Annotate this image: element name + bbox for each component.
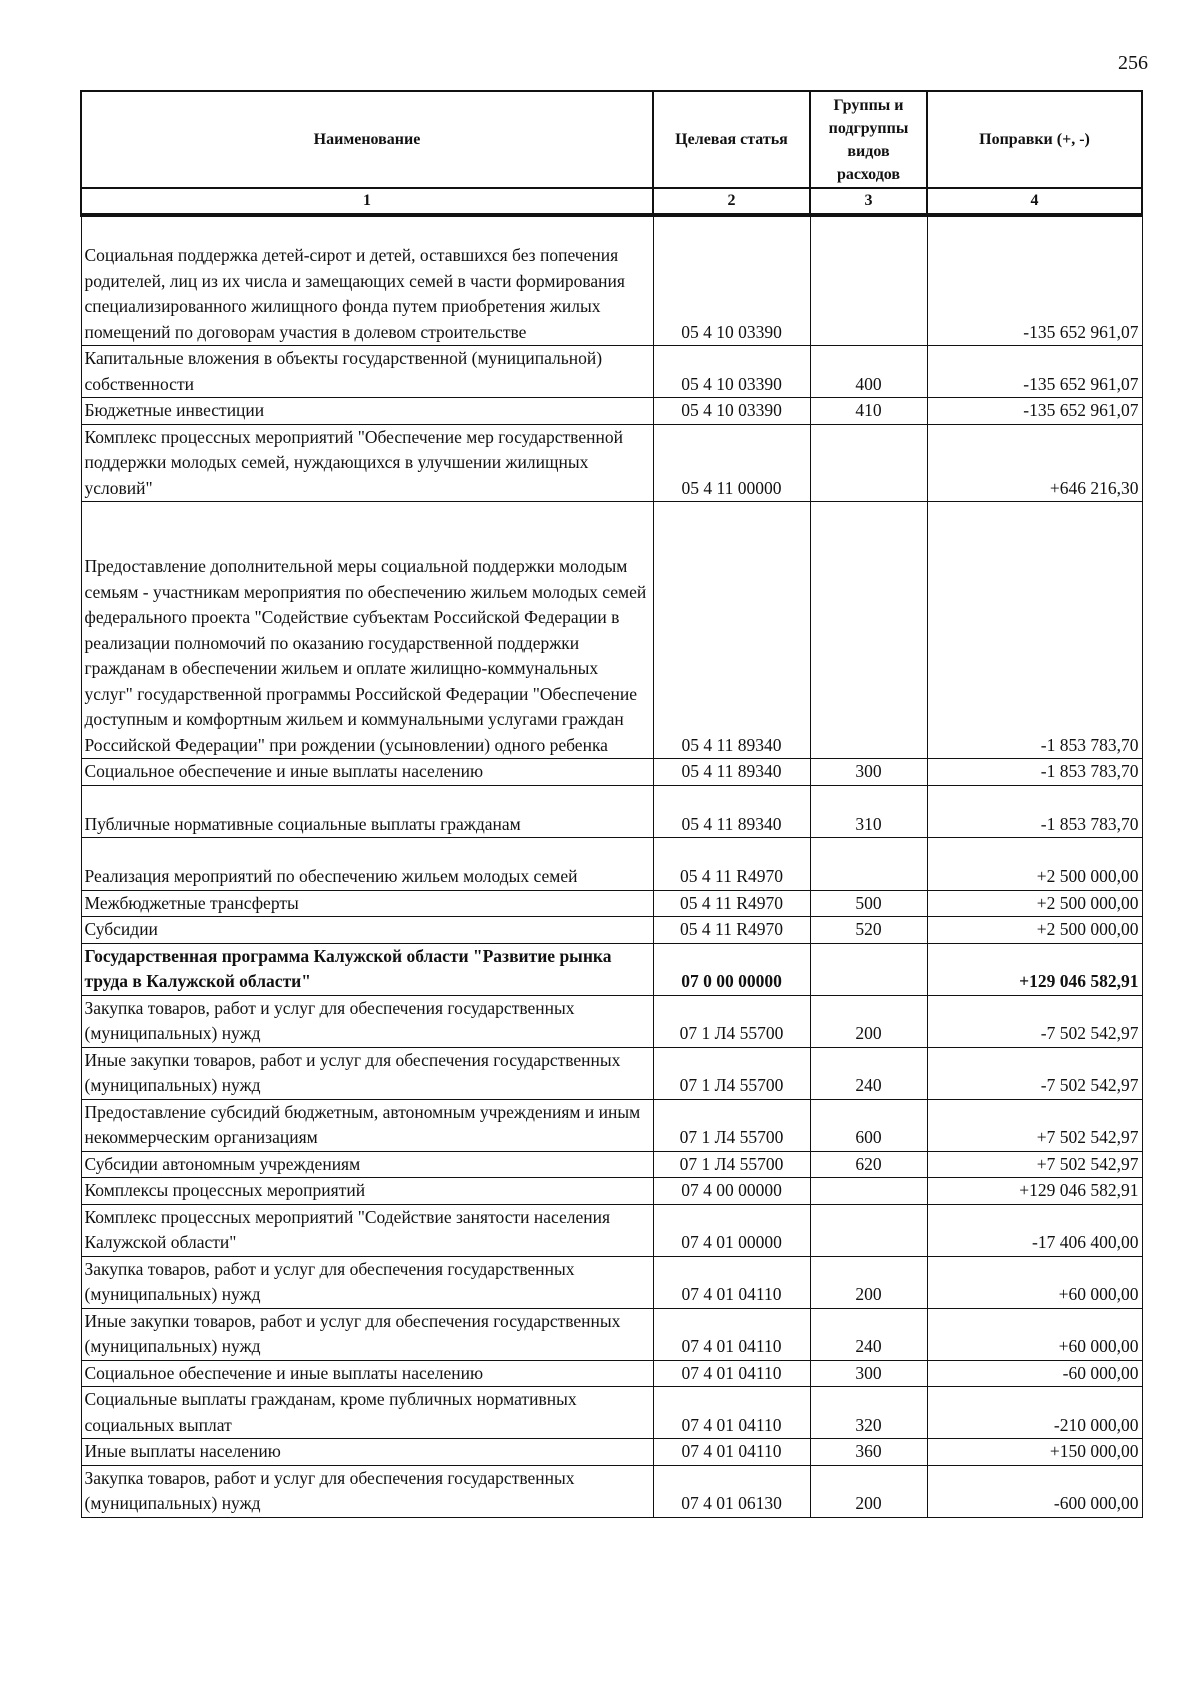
row-amendment-amount: +150 000,00	[927, 1439, 1142, 1466]
row-target-article: 07 4 00 00000	[653, 1178, 810, 1205]
table-row	[81, 890, 1142, 917]
row-target-article: 05 4 11 89340	[653, 759, 810, 786]
row-amendment-amount: -600 000,00	[927, 1465, 1142, 1517]
table-row	[81, 1387, 1142, 1439]
row-target-article: 07 4 01 06130	[653, 1465, 810, 1517]
row-target-article: 05 4 11 89340	[653, 502, 810, 759]
row-name: Иные закупки товаров, работ и услуг для обеспечения государственных (муниципальных) нужд	[81, 1047, 653, 1099]
row-expense-group	[810, 943, 927, 995]
row-name: Публичные нормативные социальные выплаты гражданам	[81, 785, 653, 838]
row-target-article: 07 4 01 04110	[653, 1360, 810, 1387]
row-name: Капитальные вложения в объекты государственной (муниципальной) собственности	[81, 346, 653, 398]
row-amendment-amount: -7 502 542,97	[927, 995, 1142, 1047]
row-expense-group: 300	[810, 1360, 927, 1387]
row-name: Субсидии	[81, 917, 653, 944]
row-name: Закупка товаров, работ и услуг для обеспечения государственных (муниципальных) нужд	[81, 995, 653, 1047]
budget-amendments-table	[80, 90, 1143, 1518]
row-target-article: 07 4 01 04110	[653, 1256, 810, 1308]
table-row	[81, 215, 1142, 346]
row-amendment-amount: +129 046 582,91	[927, 1178, 1142, 1205]
row-target-article: 05 4 10 03390	[653, 215, 810, 346]
row-amendment-amount: +2 500 000,00	[927, 917, 1142, 944]
row-amendment-amount: +7 502 542,97	[927, 1099, 1142, 1151]
row-expense-group: 520	[810, 917, 927, 944]
row-expense-group	[810, 1204, 927, 1256]
table-row	[81, 943, 1142, 995]
column-number: 1	[81, 188, 653, 215]
row-amendment-amount: -60 000,00	[927, 1360, 1142, 1387]
row-target-article: 05 4 11 R4970	[653, 917, 810, 944]
table-row	[81, 1204, 1142, 1256]
row-name: Иные выплаты населению	[81, 1439, 653, 1466]
table-row	[81, 838, 1142, 891]
row-expense-group: 200	[810, 995, 927, 1047]
row-target-article: 07 1 Л4 55700	[653, 1047, 810, 1099]
table-row	[81, 1360, 1142, 1387]
row-amendment-amount: -135 652 961,07	[927, 215, 1142, 346]
row-expense-group: 320	[810, 1387, 927, 1439]
table-row	[81, 346, 1142, 398]
table-row	[81, 1308, 1142, 1360]
column-number-row	[81, 188, 1142, 215]
row-amendment-amount: +2 500 000,00	[927, 890, 1142, 917]
row-amendment-amount: -1 853 783,70	[927, 502, 1142, 759]
row-expense-group: 500	[810, 890, 927, 917]
row-amendment-amount: -7 502 542,97	[927, 1047, 1142, 1099]
table-row	[81, 398, 1142, 425]
row-name: Комплексы процессных мероприятий	[81, 1178, 653, 1205]
row-amendment-amount: -17 406 400,00	[927, 1204, 1142, 1256]
row-name: Субсидии автономным учреждениям	[81, 1151, 653, 1178]
row-name: Комплекс процессных мероприятий "Содействие занятости населения Калужской области"	[81, 1204, 653, 1256]
header-target-article: Целевая статья	[653, 91, 810, 188]
table-row	[81, 1099, 1142, 1151]
row-amendment-amount: +7 502 542,97	[927, 1151, 1142, 1178]
row-target-article: 07 4 01 04110	[653, 1308, 810, 1360]
row-expense-group	[810, 1178, 927, 1205]
table-row	[81, 1047, 1142, 1099]
page-number: 256	[1118, 52, 1148, 74]
row-target-article: 05 4 11 00000	[653, 424, 810, 502]
table-body	[81, 215, 1142, 1517]
row-amendment-amount: -135 652 961,07	[927, 398, 1142, 425]
row-expense-group: 360	[810, 1439, 927, 1466]
row-expense-group	[810, 215, 927, 346]
header-name: Наименование	[81, 91, 653, 188]
row-expense-group: 240	[810, 1047, 927, 1099]
row-amendment-amount: +2 500 000,00	[927, 838, 1142, 891]
table-row	[81, 1439, 1142, 1466]
row-name: Бюджетные инвестиции	[81, 398, 653, 425]
row-name: Комплекс процессных мероприятий "Обеспечение мер государственной поддержки молодых семей, нуждающихся в улучшении жилищных условий"	[81, 424, 653, 502]
row-target-article: 05 4 10 03390	[653, 346, 810, 398]
row-name: Государственная программа Калужской области "Развитие рынка труда в Калужской области"	[81, 943, 653, 995]
row-name: Закупка товаров, работ и услуг для обеспечения государственных (муниципальных) нужд	[81, 1465, 653, 1517]
table-row	[81, 1178, 1142, 1205]
row-expense-group	[810, 424, 927, 502]
row-amendment-amount: -1 853 783,70	[927, 785, 1142, 838]
row-expense-group: 240	[810, 1308, 927, 1360]
row-target-article: 07 1 Л4 55700	[653, 1099, 810, 1151]
table-row	[81, 1256, 1142, 1308]
row-name: Социальное обеспечение и иные выплаты населению	[81, 759, 653, 786]
table-row	[81, 424, 1142, 502]
row-expense-group: 200	[810, 1256, 927, 1308]
row-target-article: 07 1 Л4 55700	[653, 995, 810, 1047]
row-amendment-amount: -135 652 961,07	[927, 346, 1142, 398]
table-row	[81, 1151, 1142, 1178]
row-target-article: 07 4 01 04110	[653, 1387, 810, 1439]
column-number: 3	[810, 188, 927, 215]
row-name: Социальные выплаты гражданам, кроме публичных нормативных социальных выплат	[81, 1387, 653, 1439]
table-row	[81, 1465, 1142, 1517]
row-target-article: 07 4 01 00000	[653, 1204, 810, 1256]
row-expense-group: 300	[810, 759, 927, 786]
table-row	[81, 917, 1142, 944]
header-expense-groups: Группы и подгруппы видов расходов	[810, 91, 927, 188]
row-expense-group: 200	[810, 1465, 927, 1517]
row-expense-group: 310	[810, 785, 927, 838]
row-amendment-amount: +60 000,00	[927, 1308, 1142, 1360]
column-number: 4	[927, 188, 1142, 215]
row-amendment-amount: +129 046 582,91	[927, 943, 1142, 995]
header-amendments: Поправки (+, -)	[927, 91, 1142, 188]
column-number: 2	[653, 188, 810, 215]
table-row	[81, 785, 1142, 838]
row-expense-group: 410	[810, 398, 927, 425]
table-row	[81, 759, 1142, 786]
row-target-article: 05 4 11 R4970	[653, 890, 810, 917]
row-name: Закупка товаров, работ и услуг для обеспечения государственных (муниципальных) нужд	[81, 1256, 653, 1308]
row-name: Социальная поддержка детей-сирот и детей, оставшихся без попечения родителей, лиц из их числа и замещающих семей в части формирования специализированного жилищного фонда путем приобретения жилых помещений по договорам участия в долевом строительстве	[81, 215, 653, 346]
row-expense-group	[810, 838, 927, 891]
table-header-row	[81, 91, 1142, 188]
row-name: Иные закупки товаров, работ и услуг для обеспечения государственных (муниципальных) нужд	[81, 1308, 653, 1360]
row-expense-group: 400	[810, 346, 927, 398]
row-target-article: 05 4 11 89340	[653, 785, 810, 838]
row-name: Предоставление субсидий бюджетным, автономным учреждениям и иным некоммерческим организациям	[81, 1099, 653, 1151]
table-row	[81, 502, 1142, 759]
row-target-article: 07 1 Л4 55700	[653, 1151, 810, 1178]
row-expense-group: 600	[810, 1099, 927, 1151]
row-name: Предоставление дополнительной меры социальной поддержки молодым семьям - участникам мероприятия по обеспечению жильем молодых семей федерального проекта "Содействие субъектам Российской Федерации в реализации полномочий по оказанию государственной поддержки гражданам в обеспечении жильем и оплате жилищно-коммунальных услуг" государственной программы Российской Федерации "Обеспечение доступным и комфортным жильем и коммунальными услугами граждан Российской Федерации" при рождении (усыновлении) одного ребенка	[81, 502, 653, 759]
row-target-article: 05 4 10 03390	[653, 398, 810, 425]
row-name: Реализация мероприятий по обеспечению жильем молодых семей	[81, 838, 653, 891]
table-row	[81, 995, 1142, 1047]
row-amendment-amount: +646 216,30	[927, 424, 1142, 502]
row-target-article: 07 4 01 04110	[653, 1439, 810, 1466]
row-name: Социальное обеспечение и иные выплаты населению	[81, 1360, 653, 1387]
row-expense-group: 620	[810, 1151, 927, 1178]
row-expense-group	[810, 502, 927, 759]
row-amendment-amount: +60 000,00	[927, 1256, 1142, 1308]
row-target-article: 05 4 11 R4970	[653, 838, 810, 891]
row-name: Межбюджетные трансферты	[81, 890, 653, 917]
row-amendment-amount: -1 853 783,70	[927, 759, 1142, 786]
row-amendment-amount: -210 000,00	[927, 1387, 1142, 1439]
row-target-article: 07 0 00 00000	[653, 943, 810, 995]
